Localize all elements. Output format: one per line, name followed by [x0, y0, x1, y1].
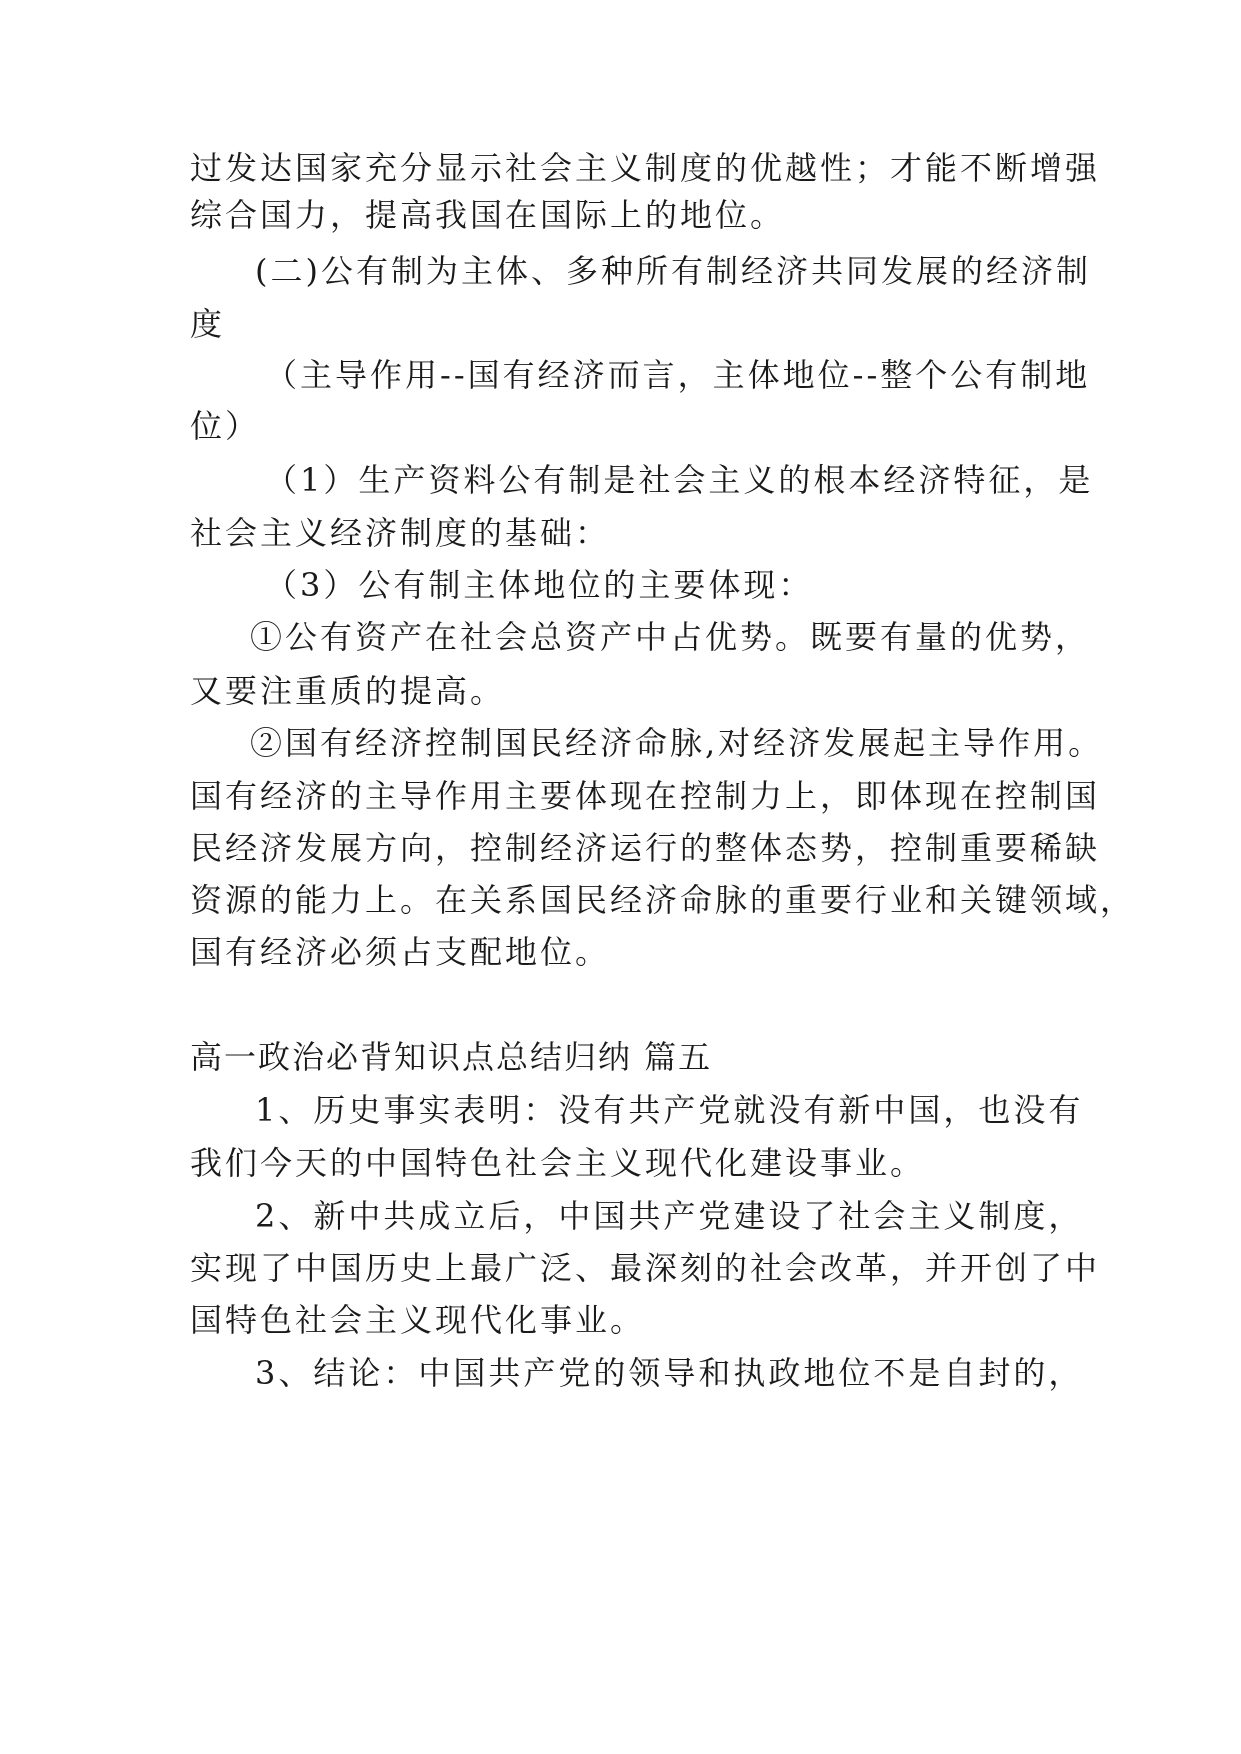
paragraph-line: （1）生产资料公有制是社会主义的根本经济特征，是: [265, 461, 1094, 499]
paragraph-line: 民经济发展方向，控制经济运行的整体态势，控制重要稀缺: [190, 829, 1101, 867]
paragraph-line: 位）: [190, 407, 261, 445]
paragraph-line: 资源的能力上。在关系国民经济命脉的重要行业和关键领域，: [190, 881, 1136, 919]
paragraph-line: 综合国力，提高我国在国际上的地位。: [190, 196, 786, 234]
paragraph-line: 3、结论：中国共产党的领导和执政地位不是自封的，: [255, 1354, 1084, 1392]
paragraph-line: 过发达国家充分显示社会主义制度的优越性；才能不断增强: [190, 149, 1101, 187]
paragraph-line: 我们今天的中国特色社会主义现代化建设事业。: [190, 1144, 926, 1182]
paragraph-line: （3）公有制主体地位的主要体现：: [265, 566, 814, 604]
paragraph-line: 2、新中共成立后，中国共产党建设了社会主义制度，: [255, 1197, 1084, 1235]
paragraph-line: 国特色社会主义现代化事业。: [190, 1301, 646, 1339]
paragraph-line: 国有经济必须占支配地位。: [190, 933, 611, 971]
paragraph-line: （主导作用--国有经济而言，主体地位--整个公有制地: [265, 356, 1091, 394]
section-title: 高一政治必背知识点总结归纳 篇五: [190, 1038, 713, 1076]
paragraph-line: ②国有经济控制国民经济命脉,对经济发展起主导作用。: [250, 724, 1104, 762]
paragraph-line: 社会主义经济制度的基础：: [190, 514, 611, 552]
paragraph-line: ①公有资产在社会总资产中占优势。既要有量的优势，: [250, 618, 1091, 656]
section-heading: (二)公有制为主体、多种所有制经济共同发展的经济制: [255, 252, 1091, 290]
paragraph-line: 实现了中国历史上最广泛、最深刻的社会改革，并开创了中: [190, 1249, 1101, 1287]
paragraph-line: 又要注重质的提高。: [190, 672, 506, 710]
section-heading-cont: 度: [190, 305, 226, 343]
paragraph-line: 国有经济的主导作用主要体现在控制力上，即体现在控制国: [190, 777, 1101, 815]
paragraph-line: 1、历史事实表明：没有共产党就没有新中国，也没有: [255, 1091, 1084, 1129]
